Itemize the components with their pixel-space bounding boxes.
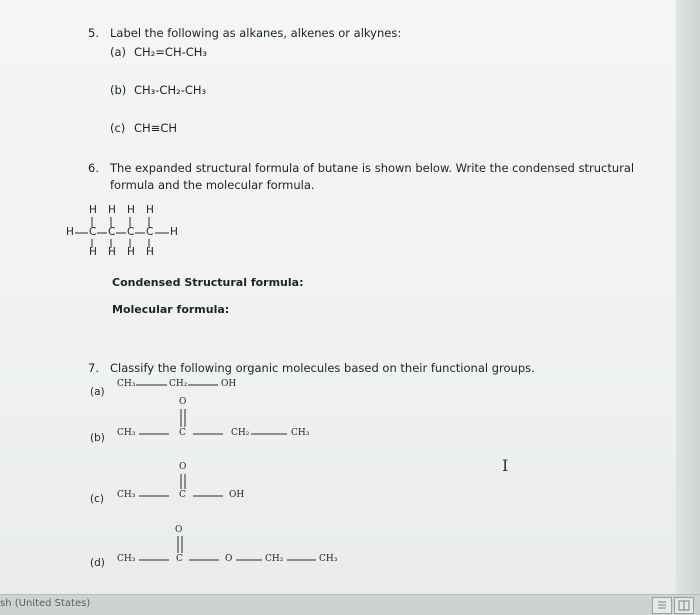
butane-top-h: H xyxy=(89,204,97,216)
butane-top-h: H xyxy=(108,204,116,216)
butane-carbon: C xyxy=(89,226,97,238)
q7-b-oxygen: O xyxy=(179,397,187,407)
q7-d-ch2: CH₂ xyxy=(265,554,284,564)
print-layout-view-icon[interactable] xyxy=(652,597,672,614)
q5-number: 5. xyxy=(88,26,99,40)
status-bar xyxy=(0,594,700,615)
q5-prompt: Label the following as alkanes, alkenes or alkynes: xyxy=(110,26,402,40)
text-cursor-icon: I xyxy=(502,456,509,475)
butane-top-h: H xyxy=(146,204,154,216)
butane-chain-h: H xyxy=(170,226,178,238)
q7-prompt: Classify the following organic molecules based on their functional groups. xyxy=(110,361,535,375)
butane-bottom-h: H xyxy=(108,246,116,258)
q7-d-ch3-end: CH₃ xyxy=(319,554,338,564)
q7-b-carbon: C xyxy=(179,428,186,438)
q5-a-formula: CH₂=CH-CH₃ xyxy=(134,45,208,59)
q7-a-label: (a) xyxy=(90,386,105,398)
q7-b-label: (b) xyxy=(90,432,105,444)
q7-d-carbon: C xyxy=(176,554,183,564)
q6-prompt-line1: The expanded structural formula of butane is shown below. Write the condensed structural xyxy=(110,161,635,175)
language-status[interactable]: sh (United States) xyxy=(0,598,91,609)
q7-b-ch3: CH₃ xyxy=(117,428,136,438)
q5-c-label: (c) xyxy=(110,121,126,135)
butane-bottom-h: H xyxy=(146,246,154,258)
q7-a-ch2: CH₂ xyxy=(169,379,188,389)
butane-carbon: C xyxy=(108,226,116,238)
q5-b-label: (b) xyxy=(110,83,127,97)
butane-chain-h: H xyxy=(66,226,74,238)
butane-bottom-h: H xyxy=(127,246,135,258)
q7-number: 7. xyxy=(88,361,99,375)
q7-c-ch3: CH₃ xyxy=(117,490,136,500)
butane-bottom-h: H xyxy=(89,246,97,258)
q6-number: 6. xyxy=(88,161,99,175)
q5-a-label: (a) xyxy=(110,45,127,59)
molecular-formula-label: Molecular formula: xyxy=(112,303,230,316)
q7-d-ch3: CH₃ xyxy=(117,554,136,564)
q7-a-oh: OH xyxy=(221,379,237,389)
q7-b-ch3-end: CH₃ xyxy=(291,428,310,438)
q7-d-oxygen: O xyxy=(175,525,183,535)
q7-d-label: (d) xyxy=(90,557,105,569)
q7-c-label: (c) xyxy=(90,493,104,505)
q7-d-ester-oxygen: O xyxy=(225,554,233,564)
q7-b-ch2: CH₂ xyxy=(231,428,250,438)
q7-c-carbon: C xyxy=(179,490,186,500)
butane-top-h: H xyxy=(127,204,135,216)
butane-carbon: C xyxy=(146,226,154,238)
document-edge xyxy=(676,0,700,594)
q5-b-formula: CH₃-CH₂-CH₃ xyxy=(134,83,207,97)
q7-c-oh: OH xyxy=(229,490,245,500)
read-mode-view-icon[interactable] xyxy=(674,597,694,614)
q7-a-ch3: CH₃ xyxy=(117,379,136,389)
q6-prompt-line2: formula and the molecular formula. xyxy=(110,178,315,192)
condensed-formula-label: Condensed Structural formula: xyxy=(112,276,304,289)
butane-carbon: C xyxy=(127,226,135,238)
q5-c-formula: CH≡CH xyxy=(134,121,177,135)
q7-c-oxygen: O xyxy=(179,462,187,472)
